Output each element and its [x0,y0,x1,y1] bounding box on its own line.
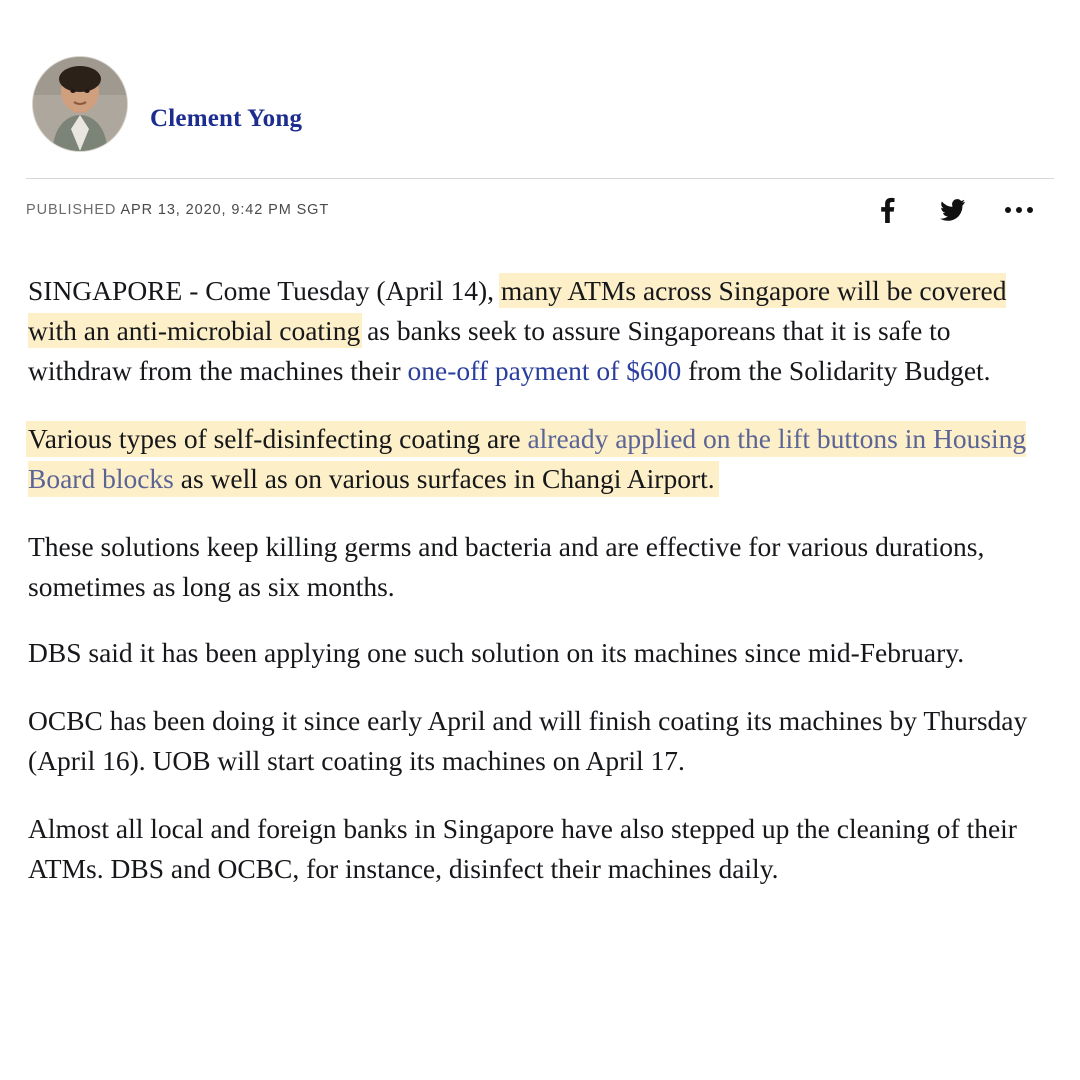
author-name[interactable]: Clement Yong [150,105,303,132]
publish-info [26,202,329,218]
paragraph-4 [28,633,1038,673]
avatar [32,56,128,152]
paragraph-3 [28,527,1038,607]
share-bar [874,197,1054,223]
published-label: PUBLISHED [26,202,117,218]
article-body [26,241,1054,889]
more-options-icon[interactable] [1006,197,1032,223]
text-segment: OCBC has been doing it since early April and will finish coating its machines by Thursday (April 16). UOB will start coating its machines on April 17. [28,705,1028,776]
highlighted-text: many ATMs across Singapore will be covered with an anti-microbial coating [28,275,1007,346]
twitter-icon[interactable] [940,197,966,223]
published-date: APR 13, 2020, 9:42 PM SGT [120,202,330,218]
inline-link-payment[interactable]: one-off payment of $600 [407,355,682,386]
text-segment: Various types of self-disinfecting coating are [28,423,528,454]
paragraph-1 [28,271,1038,391]
paragraph-6 [28,809,1038,889]
facebook-icon[interactable] [874,197,900,223]
paragraph-2 [28,419,1038,499]
highlighted-paragraph [26,421,1026,497]
byline [26,0,1054,152]
text-segment: SINGAPORE - Come Tuesday (April 14), [28,275,501,306]
inline-link-lift-buttons[interactable]: already applied on the lift buttons in Housing Board blocks [28,423,1027,494]
paragraph-5 [28,701,1038,781]
more-dots [1005,207,1033,213]
text-segment: These solutions keep killing germs and bacteria and are effective for various durations, sometimes as long as six months. [28,531,985,602]
text-segment: from the Solidarity Budget. [681,355,991,386]
text-segment: Almost all local and foreign banks in Singapore have also stepped up the cleaning of their ATMs. DBS and OCBC, for instance, disinfect their machines daily. [28,813,1017,884]
text-segment: DBS said it has been applying one such solution on its machines since mid-February. [28,637,965,668]
text-segment: as banks seek to assure Singaporeans that it is safe to withdraw from the machines their [28,315,951,386]
text-segment: as well as on various surfaces in Changi Airport. [173,463,715,494]
meta-row [26,179,1054,241]
